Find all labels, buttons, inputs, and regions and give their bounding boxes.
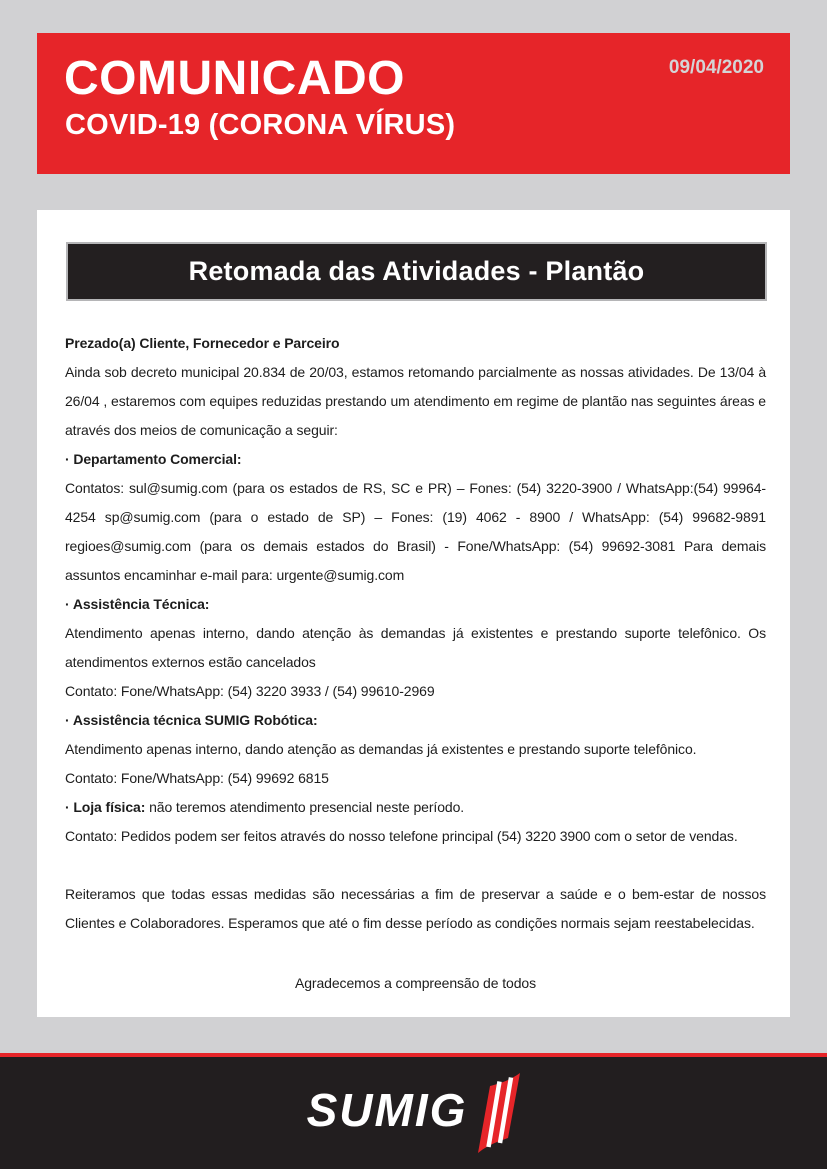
- paragraph-loja-contato: Contato: Pedidos podem ser feitos através do nosso telefone principal (54) 3220 3900 com o setor de vendas.: [65, 828, 738, 844]
- sumig-logo-text: SUMIG: [306, 1084, 468, 1136]
- paragraph-intro: Ainda sob decreto municipal 20.834 de 20/03, estamos retomando parcialmente as nossas atividades. De 13/04 à 26/04 , estaremos com equipes reduzidas prestando um atendimento em regime de plantão nas seguintes áreas e através dos meios de comunicação a seguir:: [65, 364, 766, 438]
- header-date: 09/04/2020: [668, 57, 764, 78]
- body-text: [65, 329, 766, 998]
- sumig-logo: [307, 1073, 521, 1153]
- section-title: Retomada das Atividades - Plantão: [188, 256, 645, 286]
- heading-assistencia-tecnica: · Assistência Técnica:: [65, 596, 210, 612]
- heading-assistencia-robotica: · Assistência técnica SUMIG Robótica:: [65, 712, 318, 728]
- paragraph-robotica-atendimento: Atendimento apenas interno, dando atenção as demandas já existentes e prestando suporte telefônico.: [65, 741, 697, 757]
- paragraph-loja-fisica-lead: · Loja física:: [65, 799, 146, 815]
- heading-departamento-comercial: · Departamento Comercial:: [65, 451, 242, 467]
- header-subtitle: COVID-19 (CORONA VÍRUS): [65, 109, 456, 141]
- header-title: COMUNICADO: [64, 52, 405, 105]
- header-banner: [37, 33, 790, 174]
- paragraph-assistencia-contato: Contato: Fone/WhatsApp: (54) 3220 3933 / (54) 99610-2969: [65, 683, 435, 699]
- paragraph-robotica-contato: Contato: Fone/WhatsApp: (54) 99692 6815: [65, 770, 329, 786]
- content-card: [37, 210, 790, 1017]
- paragraph-loja-fisica: [65, 793, 766, 822]
- paragraph-agradecimento: Agradecemos a compreensão de todos: [295, 975, 536, 991]
- paragraph-reiteramos: Reiteramos que todas essas medidas são necessárias a fim de preservar a saúde e o bem-estar de nossos Clientes e Colaboradores. Esperamos que até o fim desse período as condições normais sejam reestabelecidas.: [65, 886, 766, 931]
- paragraph-loja-fisica-text: não teremos atendimento presencial neste período.: [145, 799, 465, 815]
- paragraph-assistencia-atendimento: Atendimento apenas interno, dando atenção às demandas já existentes e prestando suporte telefônico. Os atendimentos externos estão cancelados: [65, 625, 766, 670]
- footer: [0, 1057, 827, 1169]
- paragraph-comercial-contatos: Contatos: sul@sumig.com (para os estados de RS, SC e PR) – Fones: (54) 3220-3900 / WhatsApp:(54) 99964-4254 sp@sumig.com (para o estado de SP) – Fones: (19) 4062 - 8900 / WhatsApp: (54) 99682-9891 regioes@sumig.com (para os demais estados do Brasil) - Fone/WhatsApp: (54) 99692-3081 Para demais assuntos encaminhar e-mail para: urgente@sumig.com: [65, 480, 766, 583]
- sumig-slashes-icon: [478, 1073, 520, 1153]
- section-title-bar: [66, 242, 767, 301]
- paragraph-greeting: Prezado(a) Cliente, Fornecedor e Parceiro: [65, 335, 340, 351]
